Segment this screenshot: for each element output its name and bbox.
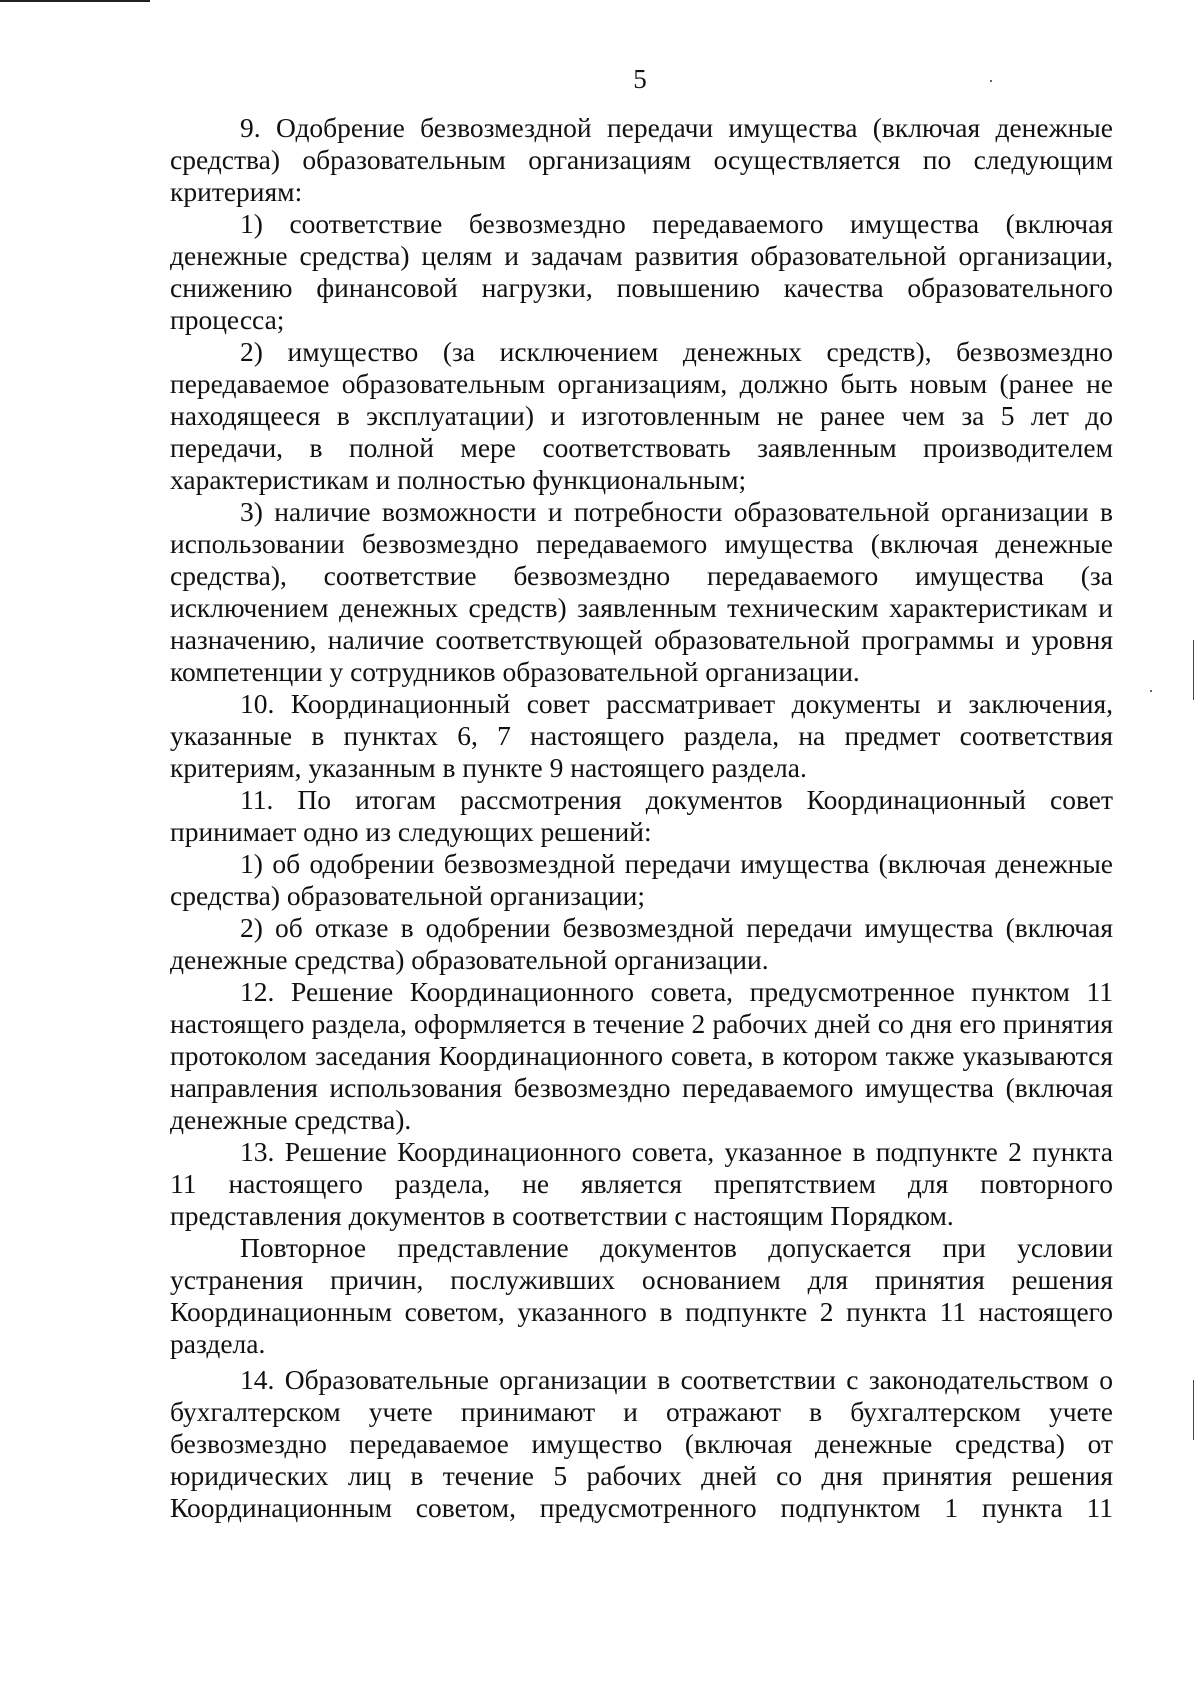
paragraph-11-item-1: 1) об одобрении безвозмездной передачи имущества (включая денежные средства) образовательной организации;	[170, 848, 1113, 911]
document-body	[170, 112, 1113, 1524]
paragraph-14: 14. Образовательные организации в соответствии с законодательством о бухгалтерском учете принимают и отражают в бухгалтерском учете безвозмездно передаваемое имущество (включая денежные средства) от юридических лиц в течение 5 рабочих дней со дня принятия решения Координационным советом, предусмотренного подпунктом 1 пункта 11	[170, 1364, 1113, 1523]
paragraph-10: 10. Координационный совет рассматривает документы и заключения, указанные в пунктах 6, 7 настоящего раздела, на предмет соответствия критериям, указанным в пункте 9 настоящего раздела.	[170, 688, 1113, 783]
scan-edge-mark	[1193, 640, 1194, 700]
scan-edge-mark	[1193, 1380, 1194, 1440]
paragraph-11: 11. По итогам рассмотрения документов Координационный совет принимает одно из следующих решений:	[170, 784, 1113, 847]
paragraph-9-item-3: 3) наличие возможности и потребности образовательной организации в использовании безвозмездно передаваемого имущества (включая денежные средства), соответствие безвозмездно передаваемого имущества (за исключением денежных средств) заявленным техническим характеристикам и назначению, наличие соответствующей образовательной программы и уровня компетенции у сотрудников образовательной организации.	[170, 496, 1113, 687]
page-number: 5	[633, 64, 647, 94]
paragraph-9: 9. Одобрение безвозмездной передачи имущества (включая денежные средства) образовательным организациям осуществляется по следующим критериям:	[170, 112, 1113, 207]
paragraph-13-repeat: Повторное представление документов допускается при условии устранения причин, послуживших основанием для принятия решения Координационным советом, указанного в подпункте 2 пункта 11 настоящего раздела.	[170, 1232, 1113, 1359]
paragraph-13: 13. Решение Координационного совета, указанное в подпункте 2 пункта 11 настоящего раздела, не является препятствием для повторного представления документов в соответствии с настоящим Порядком.	[170, 1136, 1113, 1231]
paragraph-12: 12. Решение Координационного совета, предусмотренное пунктом 11 настоящего раздела, оформляется в течение 2 рабочих дней со дня его принятия протоколом заседания Координационного совета, в котором также указываются направления использования безвозмездно передаваемого имущества (включая денежные средства).	[170, 976, 1113, 1135]
scan-edge-mark	[0, 0, 150, 2]
paragraph-9-item-2: 2) имущество (за исключением денежных средств), безвозмездно передаваемое образовательным организациям, должно быть новым (ранее не находящееся в эксплуатации) и изготовленным не ранее чем за 5 лет до передачи, в полной мере соответствовать заявленным производителем характеристикам и полностью функциональным;	[170, 336, 1113, 495]
paragraph-11-item-2: 2) об отказе в одобрении безвозмездной передачи имущества (включая денежные средства) образовательной организации.	[170, 912, 1113, 975]
paragraph-9-item-1: 1) соответствие безвозмездно передаваемого имущества (включая денежные средства) целям и задачам развития образовательной организации, снижению финансовой нагрузки, повышению качества образовательного процесса;	[170, 208, 1113, 335]
scan-speck	[1150, 690, 1152, 692]
